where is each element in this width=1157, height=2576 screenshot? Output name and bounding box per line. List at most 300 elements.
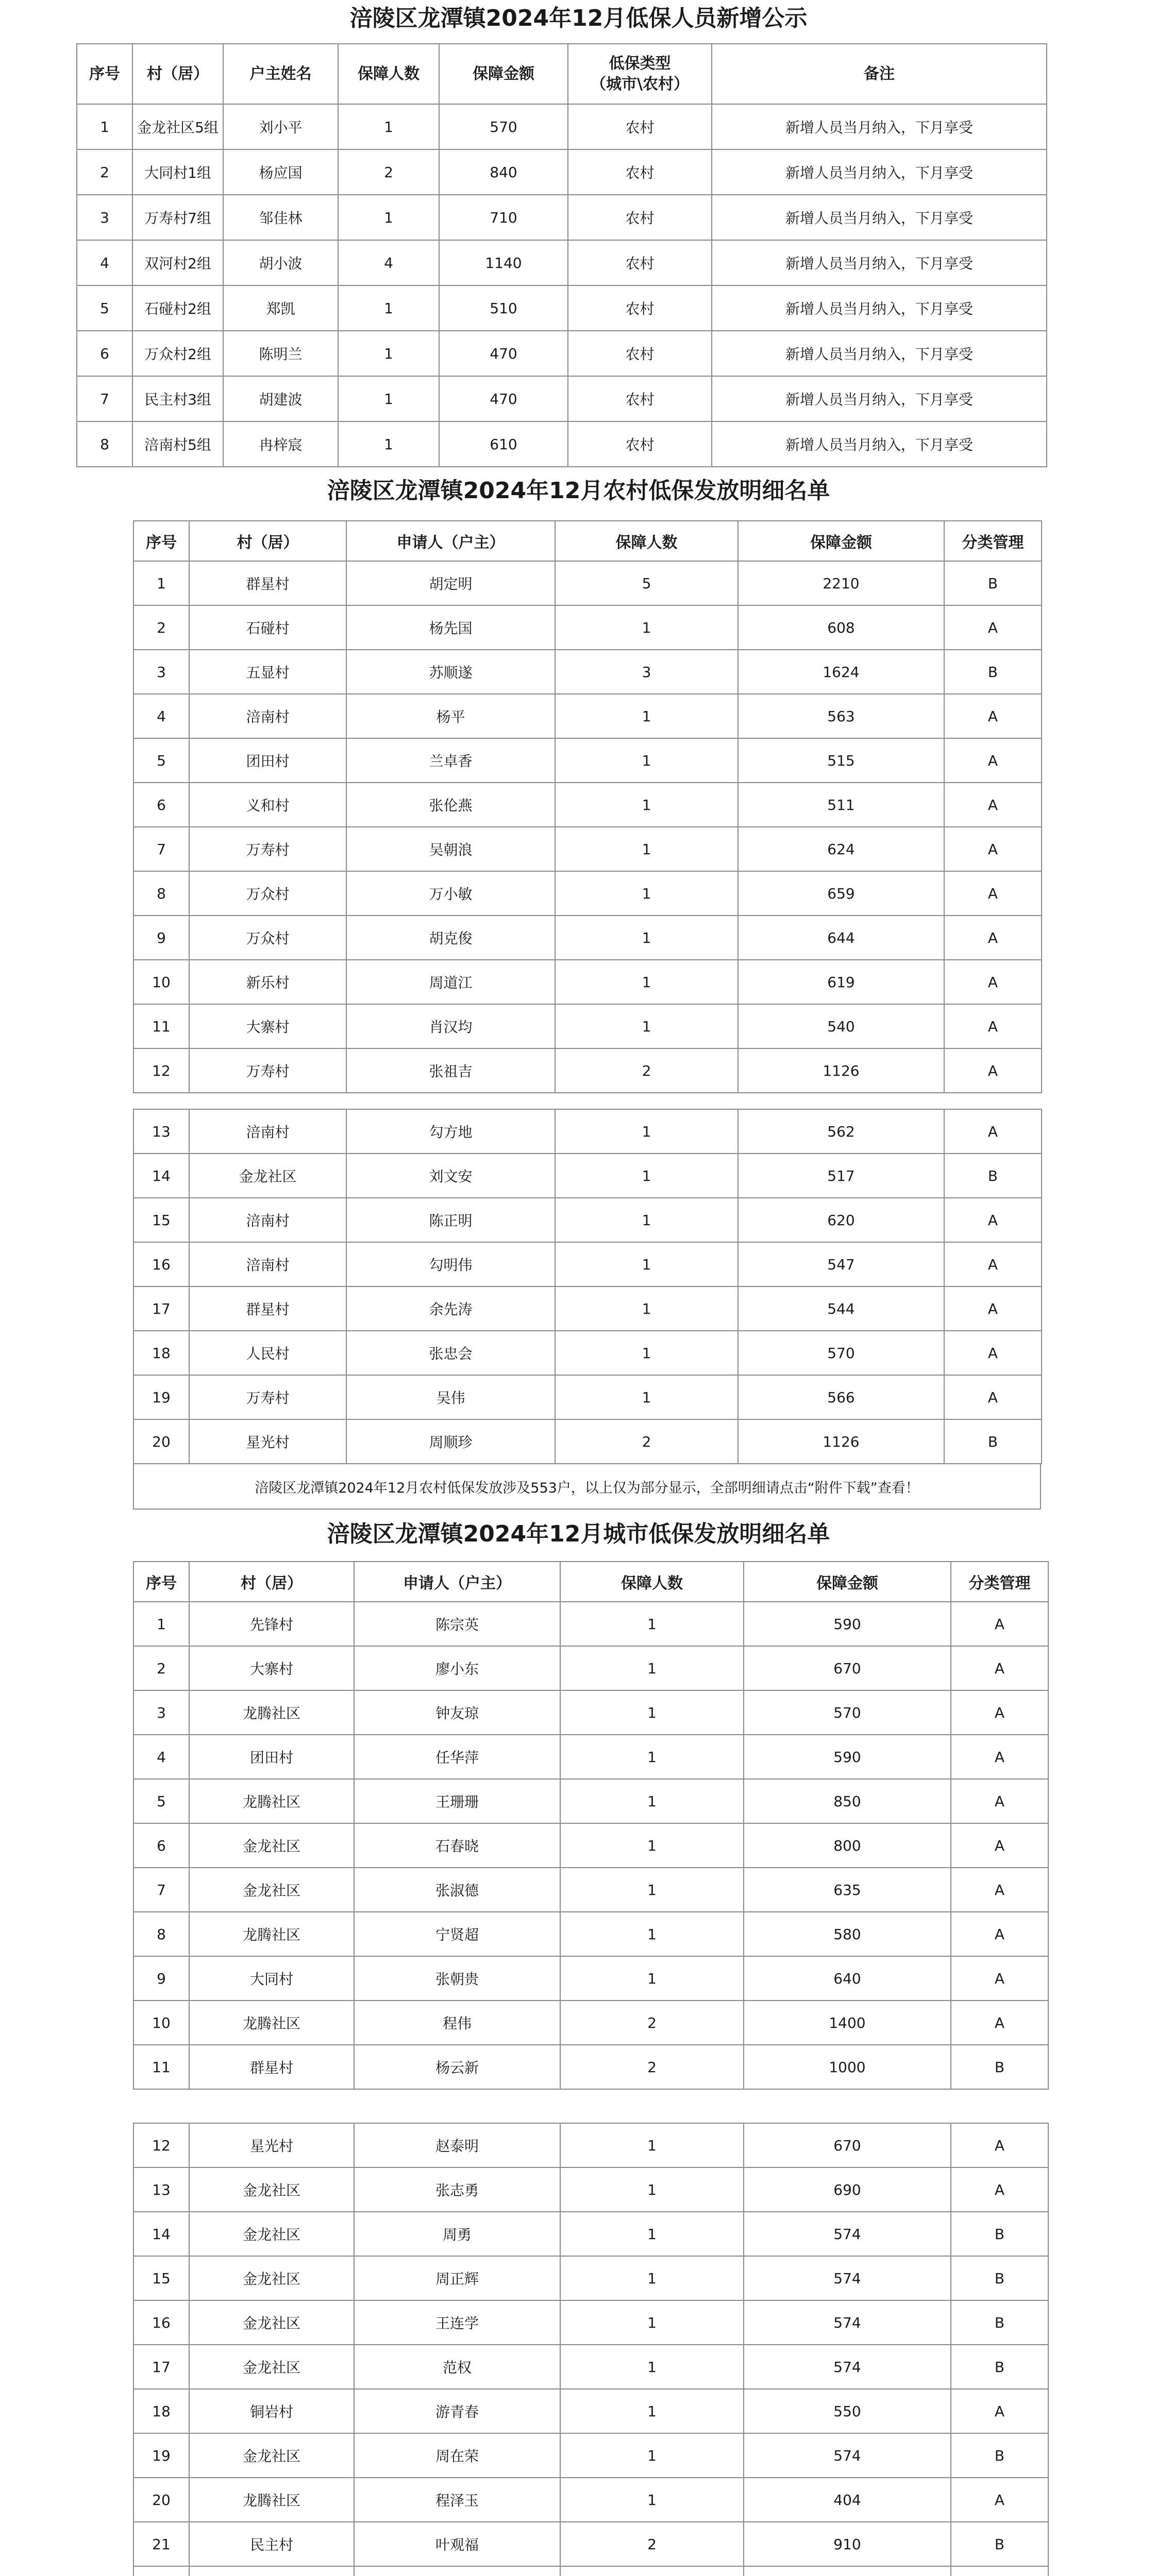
table-cell: 双河村2组 [132,240,223,285]
table-cell: 11 [133,1004,189,1048]
table-row [133,694,1042,738]
table-cell: 肖汉均 [346,1004,555,1048]
table-cell: 1 [555,1004,738,1048]
table-cell: 农村 [568,240,712,285]
table-cell: 10 [133,960,189,1004]
table-cell: 大同村1组 [132,149,223,195]
table-cell: 铜岩村 [189,2389,354,2433]
table-cell: 义和村 [189,783,346,827]
table-cell: 2 [133,605,189,650]
table-cell: 农村 [568,104,712,149]
rural-summary-note: 涪陵区龙潭镇2024年12月农村低保发放涉及553户，以上仅为部分显示，全部明细请点击“附件下载”查看！ [133,1464,1041,1509]
column-header: 村（居） [189,521,346,561]
table-cell: 程泽玉 [354,2478,560,2522]
table-cell: 14 [133,1154,189,1198]
table-cell: 20 [133,2478,189,2522]
table-cell: A [944,827,1042,871]
table-row [133,916,1042,960]
table-row [133,2389,1048,2433]
table-cell: 15 [133,1198,189,1242]
table-row [133,2212,1048,2256]
table-row [133,2123,1048,2167]
table-cell [354,2566,560,2576]
table-row [133,2433,1048,2478]
table-cell: B [951,2045,1048,2089]
table-cell: 1 [560,1690,744,1735]
table-cell: 新增人员当月纳入，下月享受 [712,331,1047,376]
table-cell: B [951,2256,1048,2300]
table-cell: 1 [560,2300,744,2345]
table-cell: 12 [133,1048,189,1093]
table-cell: 540 [738,1004,944,1048]
table-cell: 金龙社区5组 [132,104,223,149]
table-cell: A [951,1956,1048,2001]
table-cell: A [944,1375,1042,1419]
table-cell: 张朝贵 [354,1956,560,2001]
table-cell: 1 [555,1198,738,1242]
table-cell: 胡建波 [223,376,338,421]
table-row [133,2045,1048,2089]
table-cell: 1 [560,1868,744,1912]
table-cell: 万寿村7组 [132,195,223,240]
table-cell: 杨应国 [223,149,338,195]
table-cell: 金龙社区 [189,1154,346,1198]
table-cell: 619 [738,960,944,1004]
table-cell: 万寿村 [189,827,346,871]
table-cell: 新增人员当月纳入，下月享受 [712,195,1047,240]
table-row [133,1779,1048,1823]
table-cell: 3 [133,1690,189,1735]
table-cell: 8 [133,871,189,916]
table-cell: 龙腾社区 [189,1912,354,1956]
table-cell: 580 [744,1912,951,1956]
table-row [133,1690,1048,1735]
table-cell: 2 [555,1419,738,1464]
column-header: 户主姓名 [223,44,338,104]
table-cell: 张伦燕 [346,783,555,827]
table-cell: 17 [133,1286,189,1331]
table-row [133,1109,1042,1154]
table-cell: 1 [560,2389,744,2433]
table-cell: 20 [133,1419,189,1464]
table-cell: 石春晓 [354,1823,560,1868]
table-cell: 511 [738,783,944,827]
table-header-row [133,521,1042,561]
table-cell: 范权 [354,2345,560,2389]
table-cell: 5 [133,738,189,783]
table-cell: 7 [133,827,189,871]
table-cell: 12 [133,2123,189,2167]
table-cell: 星光村 [189,2123,354,2167]
table-cell: 1 [338,376,439,421]
table-cell: 万寿村 [189,1048,346,1093]
table-cell: 517 [738,1154,944,1198]
table-cell: B [951,2212,1048,2256]
rural-table-part1 [133,520,1042,1093]
table-cell: A [951,1646,1048,1690]
table-cell: 710 [439,195,568,240]
table-row [133,1375,1042,1419]
table-cell: 周道江 [346,960,555,1004]
table-cell: 6 [133,783,189,827]
urban-table-part2 [133,2123,1049,2576]
table-cell: 9 [133,1956,189,2001]
table-cell: 910 [744,2522,951,2566]
table-row [133,1198,1042,1242]
table-cell: 13 [133,1109,189,1154]
table-cell: A [944,738,1042,783]
table-cell: 2 [560,2045,744,2089]
table-cell: 6 [77,331,132,376]
table-cell: 1126 [738,1419,944,1464]
column-header: 村（居） [189,1562,354,1602]
table-row [133,1602,1048,1646]
table-cell: 620 [738,1198,944,1242]
table-cell: 张志勇 [354,2167,560,2212]
table-cell: 2 [555,1048,738,1093]
table-cell: 杨平 [346,694,555,738]
table-cell: A [951,1690,1048,1735]
table-cell: 1 [560,2212,744,2256]
table-cell: 新增人员当月纳入，下月享受 [712,240,1047,285]
table-cell: 邹佳林 [223,195,338,240]
table-cell: 1 [560,1735,744,1779]
table-cell [133,2566,189,2576]
table-cell: 1 [77,104,132,149]
table-row [133,2167,1048,2212]
table-cell: 566 [738,1375,944,1419]
table-cell: 574 [744,2300,951,2345]
table-cell: 张祖吉 [346,1048,555,1093]
column-header: 保障人数 [555,521,738,561]
table-cell: 星光村 [189,1419,346,1464]
table-cell: 1 [555,694,738,738]
table-cell: A [944,871,1042,916]
table-cell: 农村 [568,285,712,331]
table-row [77,376,1047,421]
table-row [133,1735,1048,1779]
table-cell: 万寿村 [189,1375,346,1419]
table-cell: 金龙社区 [189,1823,354,1868]
table-cell: 刘小平 [223,104,338,149]
table-cell: 王连学 [354,2300,560,2345]
table-cell: 群星村 [189,561,346,605]
table-cell: 404 [744,2478,951,2522]
table-row [133,1868,1048,1912]
table-row [133,605,1042,650]
column-header: 村（居） [132,44,223,104]
table-cell: 杨先国 [346,605,555,650]
table-cell: 冉梓宸 [223,421,338,467]
table-cell: A [944,1004,1042,1048]
table-cell: 2 [77,149,132,195]
table-cell: A [951,2123,1048,2167]
table-row [133,1646,1048,1690]
table-cell: A [951,2167,1048,2212]
table-row [77,149,1047,195]
table-cell: 570 [744,1690,951,1735]
table-cell: 大寨村 [189,1004,346,1048]
table-cell: A [944,1198,1042,1242]
table-cell: 郑凯 [223,285,338,331]
table-cell: 赵泰明 [354,2123,560,2167]
rural-list-title: 涪陵区龙潭镇2024年12月农村低保发放明细名单 [327,478,830,504]
table-cell: 新乐村 [189,960,346,1004]
table-cell: 570 [439,104,568,149]
table-cell: 农村 [568,195,712,240]
table-cell: 周正辉 [354,2256,560,2300]
table-cell: 1 [555,1109,738,1154]
table-cell: 吴朝浪 [346,827,555,871]
table-cell: 苏顺遂 [346,650,555,694]
table-cell: 张淑德 [354,1868,560,1912]
table-cell: 17 [133,2345,189,2389]
table-row [77,195,1047,240]
table-row [133,2300,1048,2345]
column-header: 保障金额 [744,1562,951,1602]
column-header: 备注 [712,44,1047,104]
table-cell: 1 [555,783,738,827]
table-cell: 龙腾社区 [189,1690,354,1735]
table-cell: 张忠会 [346,1331,555,1375]
table-cell: 1140 [439,240,568,285]
table-cell: 钟友琼 [354,1690,560,1735]
table-row [77,240,1047,285]
column-header: 序号 [133,521,189,561]
table-row [133,2345,1048,2389]
table-cell: 1 [338,331,439,376]
table-cell: 1400 [744,2001,951,2045]
table-cell: 先锋村 [189,1602,354,1646]
table-cell: A [951,1779,1048,1823]
table-cell: 570 [738,1331,944,1375]
table-cell: 2 [560,2522,744,2566]
table-cell: 金龙社区 [189,2433,354,2478]
column-header: 申请人（户主） [354,1562,560,1602]
table-row [133,1048,1042,1093]
table-cell [189,2566,354,2576]
table-cell: 574 [744,2256,951,2300]
table-cell: 15 [133,2256,189,2300]
table-cell: 635 [744,1868,951,1912]
table-cell: B [944,1154,1042,1198]
table-cell: A [944,960,1042,1004]
table-cell: 574 [744,2433,951,2478]
table-cell: 胡定明 [346,561,555,605]
table-row [133,783,1042,827]
table-row [133,561,1042,605]
table-cell: A [944,783,1042,827]
table-cell: 宁贤超 [354,1912,560,1956]
table-cell: 新增人员当月纳入，下月享受 [712,285,1047,331]
table-cell: 547 [738,1242,944,1286]
table-cell: 勾方地 [346,1109,555,1154]
table-cell: 590 [744,1602,951,1646]
table-cell: 1 [555,605,738,650]
table-cell: A [944,694,1042,738]
table-cell: A [951,1868,1048,1912]
table-cell: 4 [338,240,439,285]
rural-note-table [133,1463,1041,1510]
table-cell: 8 [77,421,132,467]
table-cell: 陈正明 [346,1198,555,1242]
table-cell: 5 [555,561,738,605]
table-cell: B [944,561,1042,605]
table-cell: 新增人员当月纳入，下月享受 [712,104,1047,149]
table-cell: 勾明伟 [346,1242,555,1286]
table-cell: A [951,2389,1048,2433]
table-cell: 6 [133,1823,189,1868]
table-row [133,1912,1048,1956]
table-cell: 金龙社区 [189,2167,354,2212]
table-cell: 兰卓香 [346,738,555,783]
table-cell: B [944,1419,1042,1464]
table-cell: 金龙社区 [189,2345,354,2389]
table-cell: 3 [555,650,738,694]
table-cell: 涪南村 [189,1109,346,1154]
table-header-row [133,1562,1048,1602]
table-cell: 10 [133,2001,189,2045]
table-cell: 3 [133,650,189,694]
table-cell: 陈明兰 [223,331,338,376]
table-cell: 新增人员当月纳入，下月享受 [712,376,1047,421]
table-cell: 4 [77,240,132,285]
table-cell: 叶观福 [354,2522,560,2566]
table-row [133,1419,1042,1464]
table-cell: 2 [338,149,439,195]
table-cell: 石碰村2组 [132,285,223,331]
table-cell: 胡克俊 [346,916,555,960]
table-row [133,1242,1042,1286]
table-cell: 18 [133,1331,189,1375]
table-row [133,1004,1042,1048]
new-additions-title: 涪陵区龙潭镇2024年12月低保人员新增公示 [349,5,808,31]
table-cell: 1 [560,2167,744,2212]
table-cell: 2210 [738,561,944,605]
table-cell: 670 [744,2123,951,2167]
table-cell: A [951,2001,1048,2045]
table-row [133,2566,1048,2576]
table-cell: 1 [338,285,439,331]
table-row [133,650,1042,694]
table-cell: 4 [133,1735,189,1779]
table-cell: 1 [555,916,738,960]
table-cell: A [944,1331,1042,1375]
table-cell: 农村 [568,149,712,195]
table-cell: 陈宗英 [354,1602,560,1646]
table-row [133,2522,1048,2566]
table-cell: 14 [133,2212,189,2256]
table-cell: 644 [738,916,944,960]
table-cell: 4 [133,694,189,738]
table-cell: A [951,1912,1048,1956]
table-cell: 团田村 [189,738,346,783]
table-cell: 人民村 [189,1331,346,1375]
table-cell: 1 [560,2123,744,2167]
table-cell: 563 [738,694,944,738]
table-cell: 562 [738,1109,944,1154]
table-cell: 农村 [568,421,712,467]
table-cell: 16 [133,1242,189,1286]
table-cell: 万小敏 [346,871,555,916]
table-cell [744,2566,951,2576]
table-cell: 龙腾社区 [189,2001,354,2045]
table-cell: 王珊珊 [354,1779,560,1823]
table-cell [951,2566,1048,2576]
table-cell: 574 [744,2345,951,2389]
table-cell: B [951,2433,1048,2478]
table-cell: A [944,605,1042,650]
table-cell: 1 [555,1242,738,1286]
table-cell: 1 [560,2256,744,2300]
table-row [77,421,1047,467]
table-row [133,1331,1042,1375]
table-cell: 民主村3组 [132,376,223,421]
table-cell: B [944,650,1042,694]
table-cell: 1 [338,195,439,240]
table-cell: 670 [744,1646,951,1690]
table-row [133,960,1042,1004]
table-cell: 杨云新 [354,2045,560,2089]
table-row [77,104,1047,149]
table-cell: 608 [738,605,944,650]
table-cell: 5 [133,1779,189,1823]
table-cell: 8 [133,1912,189,1956]
column-header: 保障人数 [560,1562,744,1602]
table-cell: 1 [560,1646,744,1690]
table-row [133,2001,1048,2045]
table-row [133,827,1042,871]
table-cell: 550 [744,2389,951,2433]
table-cell: 涪南村5组 [132,421,223,467]
table-cell: 游青春 [354,2389,560,2433]
table-cell: 2 [133,1646,189,1690]
table-cell: 团田村 [189,1735,354,1779]
table-cell: 659 [738,871,944,916]
table-cell: 1 [338,104,439,149]
table-cell: 5 [77,285,132,331]
rural-table-part2 [133,1109,1042,1464]
table-cell: A [951,1735,1048,1779]
table-cell: 石碰村 [189,605,346,650]
column-header: 序号 [77,44,132,104]
table-cell: 新增人员当月纳入，下月享受 [712,149,1047,195]
table-cell: 任华萍 [354,1735,560,1779]
table-cell: 840 [439,149,568,195]
table-cell: 19 [133,2433,189,2478]
table-cell: 16 [133,2300,189,2345]
table-cell: 1 [560,1602,744,1646]
column-header: 保障人数 [338,44,439,104]
table-cell: A [944,1286,1042,1331]
table-cell: 万众村2组 [132,331,223,376]
table-cell: 涪南村 [189,1198,346,1242]
table-row [133,1956,1048,2001]
table-cell: 850 [744,1779,951,1823]
table-row [133,1823,1048,1868]
table-cell: 廖小东 [354,1646,560,1690]
table-cell: 1 [560,2433,744,2478]
table-cell: 510 [439,285,568,331]
table-cell: 7 [133,1868,189,1912]
column-header: 保障金额 [439,44,568,104]
table-row [133,2478,1048,2522]
urban-list-title: 涪陵区龙潭镇2024年12月城市低保发放明细名单 [327,1521,830,1547]
table-cell: 470 [439,331,568,376]
table-cell: 640 [744,1956,951,2001]
table-cell: 刘文安 [346,1154,555,1198]
table-cell: 程伟 [354,2001,560,2045]
